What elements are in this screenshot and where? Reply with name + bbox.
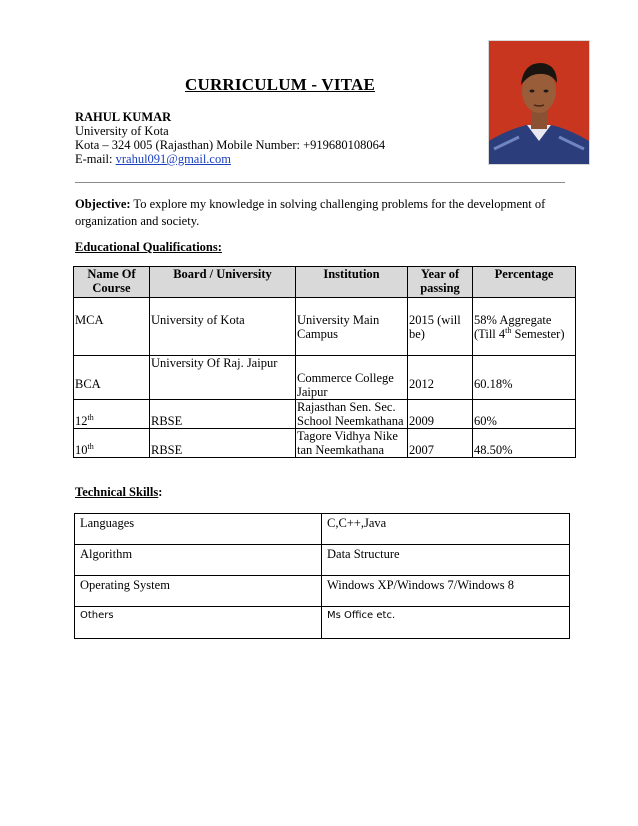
person-photo-icon bbox=[489, 41, 589, 164]
objective-paragraph bbox=[75, 196, 565, 230]
table-row bbox=[75, 514, 570, 545]
header-divider bbox=[75, 182, 565, 183]
column-header-institution: Institution bbox=[296, 267, 408, 298]
board-cell: RBSE bbox=[150, 400, 296, 429]
table-row bbox=[75, 545, 570, 576]
year-cell: 2007 bbox=[408, 429, 473, 458]
percentage-cell: 60% bbox=[473, 400, 576, 429]
education-table bbox=[73, 266, 576, 458]
course-cell: 12th bbox=[74, 400, 150, 429]
skills-title-text: Technical Skills bbox=[75, 485, 159, 499]
institution-cell: Tagore Vidhya Nike tan Neemkathana bbox=[296, 429, 408, 458]
course-cell: 10th bbox=[74, 429, 150, 458]
objective-text: To explore my knowledge in solving challenging problems for the development of organization and society. bbox=[75, 197, 546, 228]
percentage-cell: 60.18% bbox=[473, 356, 576, 400]
percentage-cell: 48.50% bbox=[473, 429, 576, 458]
email-link[interactable]: vrahul091@gmail.com bbox=[115, 152, 231, 166]
skill-label-cell: Languages bbox=[75, 514, 322, 545]
skills-title-colon: : bbox=[158, 485, 163, 499]
institution-cell: University Main Campus bbox=[296, 298, 408, 356]
skills-section-title bbox=[75, 485, 162, 500]
table-row bbox=[74, 400, 576, 429]
year-cell: 2009 bbox=[408, 400, 473, 429]
skill-value-cell: Data Structure bbox=[322, 545, 570, 576]
candidate-name: RAHUL KUMAR bbox=[75, 110, 172, 124]
column-header-percentage: Percentage bbox=[473, 267, 576, 298]
candidate-university: University of Kota bbox=[75, 124, 169, 138]
institution-cell: Commerce College Jaipur bbox=[296, 356, 408, 400]
board-cell: University Of Raj. Jaipur bbox=[150, 356, 296, 400]
skill-label-cell: Algorithm bbox=[75, 545, 322, 576]
course-cell: MCA bbox=[74, 298, 150, 356]
email-label: E-mail: bbox=[75, 152, 116, 166]
board-cell: University of Kota bbox=[150, 298, 296, 356]
table-header-row bbox=[74, 267, 576, 298]
skill-label-cell: Others bbox=[75, 607, 322, 639]
skill-value-cell: Ms Office etc. bbox=[322, 607, 570, 639]
skill-label-cell: Operating System bbox=[75, 576, 322, 607]
candidate-email-line bbox=[75, 152, 231, 167]
institution-cell: Rajasthan Sen. Sec. School Neemkathana bbox=[296, 400, 408, 429]
table-row bbox=[74, 429, 576, 458]
course-cell: BCA bbox=[74, 356, 150, 400]
board-cell: RBSE bbox=[150, 429, 296, 458]
table-row bbox=[75, 607, 570, 639]
year-cell: 2012 bbox=[408, 356, 473, 400]
percentage-cell: 58% Aggregate (Till 4th Semester) bbox=[473, 298, 576, 356]
table-row bbox=[74, 356, 576, 400]
education-section-title: Educational Qualifications: bbox=[75, 240, 222, 254]
candidate-address: Kota – 324 005 (Rajasthan) Mobile Number: +919680108064 bbox=[75, 138, 386, 152]
table-row bbox=[74, 298, 576, 356]
table-row bbox=[75, 576, 570, 607]
column-header-course: Name Of Course bbox=[74, 267, 150, 298]
skill-value-cell: Windows XP/Windows 7/Windows 8 bbox=[322, 576, 570, 607]
column-header-board: Board / University bbox=[150, 267, 296, 298]
column-header-year: Year of passing bbox=[408, 267, 473, 298]
objective-label: Objective: bbox=[75, 197, 131, 211]
skills-table bbox=[74, 513, 570, 639]
year-cell: 2015 (will be) bbox=[408, 298, 473, 356]
skill-value-cell: C,C++,Java bbox=[322, 514, 570, 545]
document-title: CURRICULUM - VITAE bbox=[185, 75, 375, 94]
profile-photo bbox=[488, 40, 590, 165]
